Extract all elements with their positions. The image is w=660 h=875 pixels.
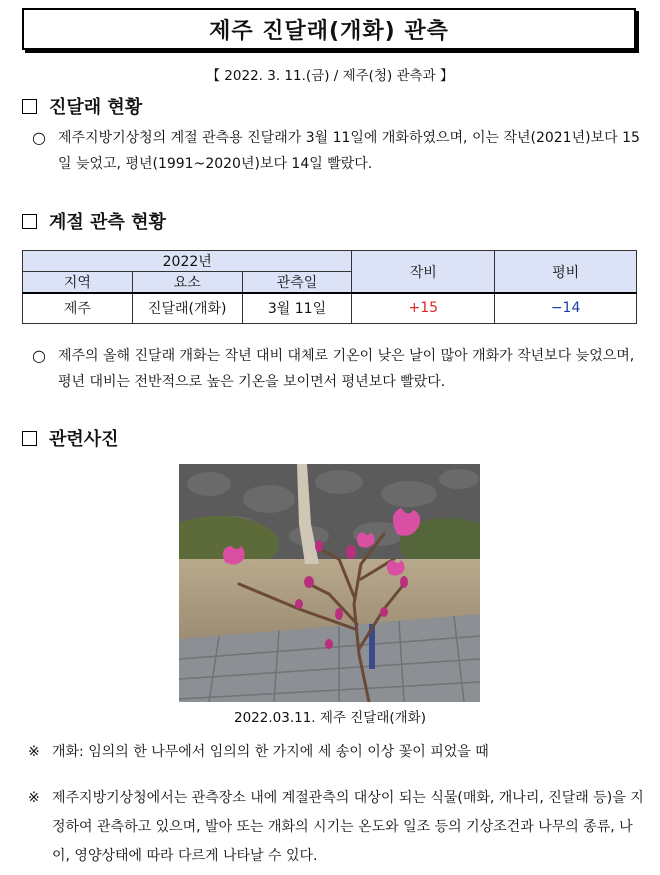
square-bullet-icon <box>22 431 37 446</box>
cell-vs-last: +15 <box>352 293 495 323</box>
square-bullet-icon <box>22 99 37 114</box>
section-status-heading <box>22 93 142 119</box>
section-status-label: 진달래 현황 <box>49 97 143 118</box>
note-text: 제주지방기상청에서는 관측장소 내에 계절관측의 대상이 되는 식물(매화, 개나리, 진달래 등)을 지정하여 관측하고 있으며, 발아 또는 개화의 시기는 온도와 일조 등의 기상조건과 나무의 종류, 나이, 영양상태에 따라 다르게 나타날 수 있다. <box>52 790 644 864</box>
table-row <box>23 293 637 323</box>
photo-caption: 2022.03.11. 제주 진달래(개화) <box>234 710 426 726</box>
status-paragraph <box>32 125 644 177</box>
section-obs-label: 계절 관측 현황 <box>49 212 166 233</box>
col-element-header: 요소 <box>132 272 242 294</box>
col-region-header: 지역 <box>23 272 133 294</box>
note-item <box>28 784 644 871</box>
section-obs-heading <box>22 208 166 234</box>
circle-bullet-icon: ○ <box>32 128 46 147</box>
section-photo-label: 관련사진 <box>49 429 119 450</box>
cell-vs-normal: −14 <box>495 293 637 323</box>
circle-bullet-icon: ○ <box>32 346 46 365</box>
obs-paragraph <box>32 343 644 395</box>
status-text: 제주지방기상청의 계절 관측용 진달래가 3월 11일에 개화하였으며, 이는 작년(2021년)보다 15일 늦었고, 평년(1991~2020년)보다 14일 빨랐다. <box>58 130 640 172</box>
cell-element: 진달래(개화) <box>132 293 242 323</box>
section-photo-heading <box>22 425 119 451</box>
cell-date: 3월 11일 <box>242 293 352 323</box>
page-title: 제주 진달래(개화) 관측 <box>22 8 636 50</box>
square-bullet-icon <box>22 214 37 229</box>
note-item <box>28 738 644 767</box>
cell-region: 제주 <box>23 293 133 323</box>
note-mark-icon: ※ <box>28 744 40 760</box>
azalea-photo <box>179 464 480 702</box>
note-text: 개화: 임의의 한 나무에서 임의의 한 가지에 세 송이 이상 꽃이 피었을 때 <box>52 744 489 760</box>
note-mark-icon: ※ <box>28 790 40 806</box>
year-header: 2022년 <box>23 251 352 272</box>
obs-text: 제주의 올해 진달래 개화는 작년 대비 대체로 기온이 낮은 날이 많아 개화가 작년보다 늦었으며, 평년 대비는 전반적으로 높은 기온을 보이면서 평년보다 빨랐다. <box>58 348 635 390</box>
col-vs-last-header: 작비 <box>352 251 495 294</box>
col-vs-normal-header: 평비 <box>495 251 637 294</box>
observation-table <box>22 250 637 324</box>
dateline: 【 2022. 3. 11.(금) / 제주(청) 관측과 】 <box>206 68 454 84</box>
col-date-header: 관측일 <box>242 272 352 294</box>
